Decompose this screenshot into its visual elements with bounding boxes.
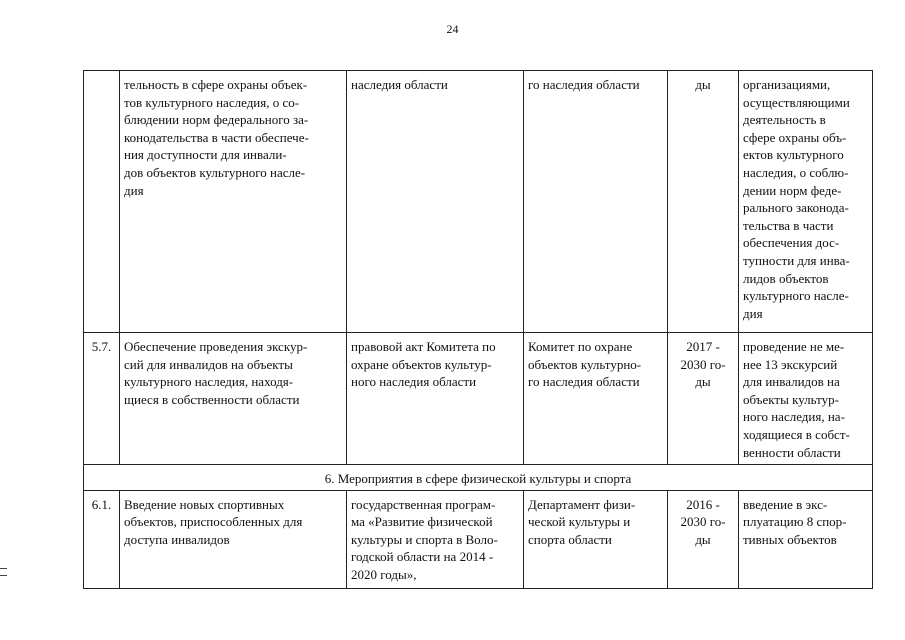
term-cell: 2016 - 2030 го- ды <box>668 490 739 588</box>
result-cell: организациями, осуществляющими деятельность в сфере охраны объ- ектов культурного наследия, о соблю- дении норм феде- рального законода- тельства в части обеспечения дос- тупности для инва- лидов объектов культурного насле- дия <box>739 71 873 333</box>
executor-cell: го наследия области <box>524 71 668 333</box>
page-number: 24 <box>446 22 459 36</box>
row-number-cell: 5.7. <box>84 333 120 465</box>
document-cell: государственная програм- ма «Развитие физической культуры и спорта в Воло- годской области на 2014 - 2020 годы», <box>347 490 524 588</box>
executor-cell: Департамент физи- ческой культуры и спорта области <box>524 490 668 588</box>
scan-margin-mark <box>0 568 7 576</box>
term-cell: ды <box>668 71 739 333</box>
document-cell: наследия области <box>347 71 524 333</box>
section-title: 6. Мероприятия в сфере физической культуры и спорта <box>84 465 873 491</box>
measure-cell: Обеспечение проведения экскур- сий для инвалидов на объекты культурного наследия, находя- щиеся в собственности области <box>120 333 347 465</box>
row-number-cell: 6.1. <box>84 490 120 588</box>
table-row <box>84 333 873 465</box>
measures-table <box>83 70 873 589</box>
measure-cell: Введение новых спортивных объектов, приспособленных для доступа инвалидов <box>120 490 347 588</box>
section-heading-row <box>84 465 873 491</box>
executor-cell: Комитет по охране объектов культурно- го наследия области <box>524 333 668 465</box>
table-row <box>84 71 873 333</box>
measure-cell: тельность в сфере охраны объек- тов культурного наследия, о со- блюдении норм федерального за- конодательства в части обеспече- ния доступности для инвали- дов объектов культурного насле- дия <box>120 71 347 333</box>
result-cell: проведение не ме- нее 13 экскурсий для инвалидов на объекты культур- ного наследия, на- ходящиеся в собст- венности области <box>739 333 873 465</box>
document-cell: правовой акт Комитета по охране объектов культур- ного наследия области <box>347 333 524 465</box>
result-cell: введение в экс- плуатацию 8 спор- тивных объектов <box>739 490 873 588</box>
table-row <box>84 490 873 588</box>
row-number-cell <box>84 71 120 333</box>
term-cell: 2017 - 2030 го- ды <box>668 333 739 465</box>
